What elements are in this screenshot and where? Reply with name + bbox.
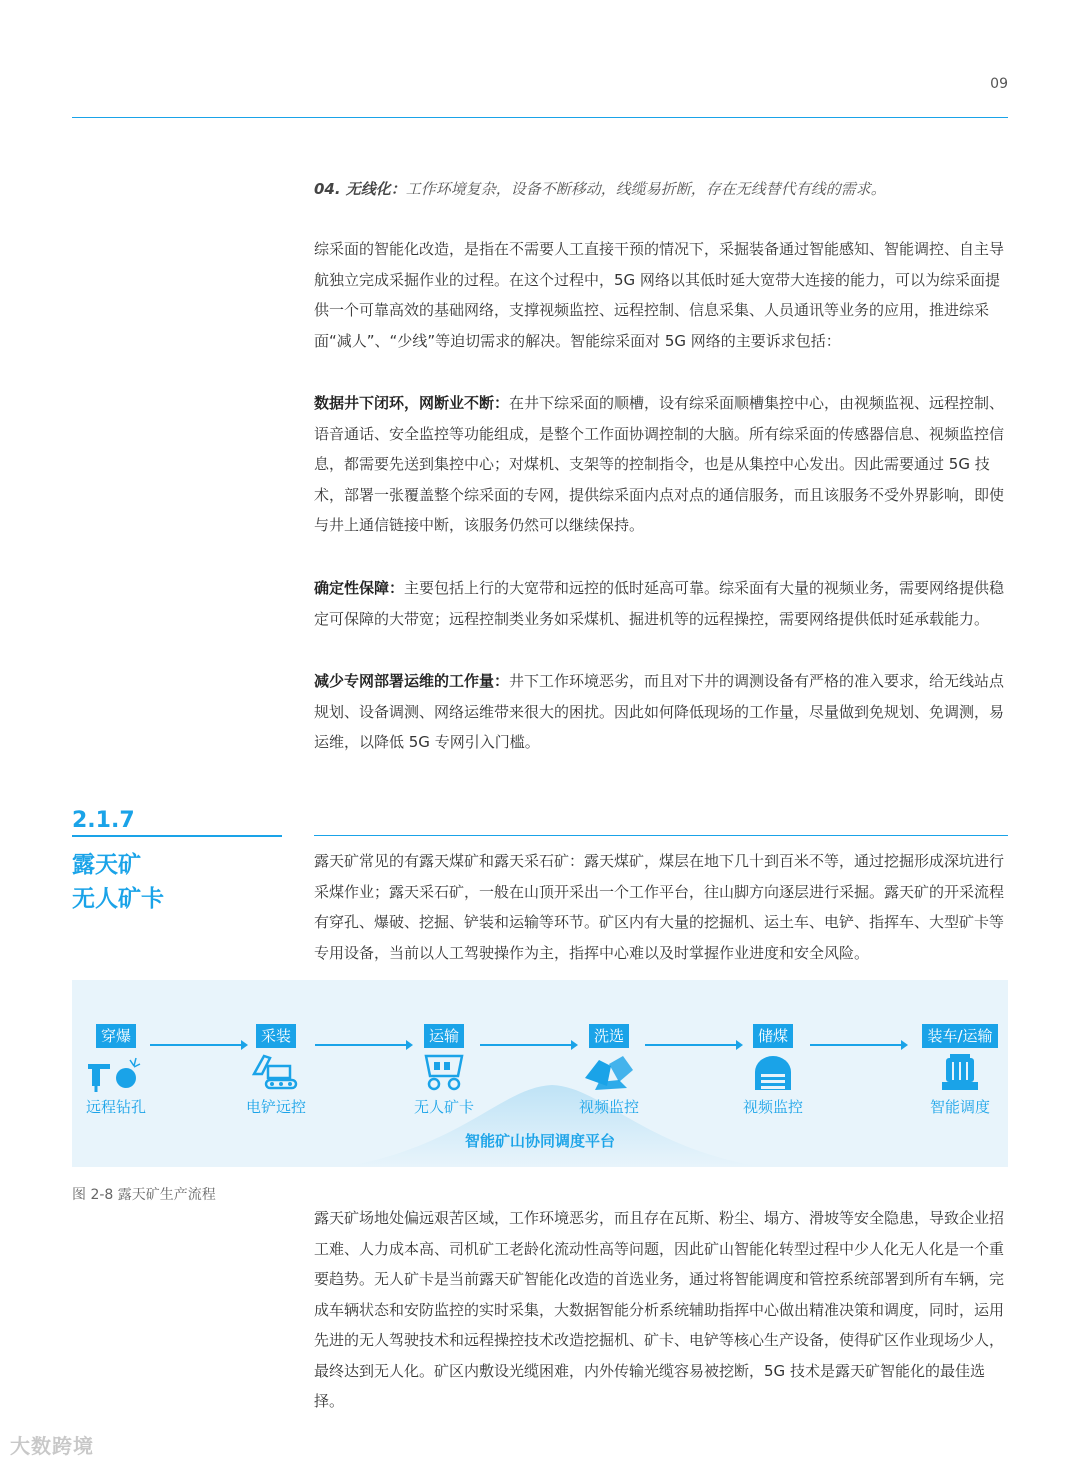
production-flow-diagram [72, 980, 1008, 1167]
header-rule [72, 117, 1008, 118]
stage-tag: 储煤 [753, 1024, 793, 1048]
requirement-lead: 数据井下闭环，网断业不断： [314, 394, 510, 412]
closing-paragraph [314, 1203, 1010, 1417]
flow-stage [900, 1024, 1008, 1117]
stage-label: 视频监控 [742, 1098, 803, 1116]
storage-icon [713, 1052, 833, 1092]
stage-tag: 装车/运输 [922, 1024, 997, 1048]
stage-label: 智能调度 [929, 1098, 990, 1116]
section-rule-right [314, 835, 1008, 836]
requirement-lead: 确定性保障： [314, 579, 405, 597]
section-intro-text: 露天矿常见的有露天煤矿和露天采石矿：露天煤矿，煤层在地下几十到百米不等，通过挖掘形成深坑进行采煤作业；露天采石矿，一般在山顶开采出一个工作平台，往山脚方向逐层进行采掘。露天矿的开采流程有穿孔、爆破、挖掘、铲装和运输等环节。矿区内有大量的挖掘机、运土车、电铲、指挥车、大型矿卡等专用设备，当前以人工驾驶操作为主，指挥中心难以及时掌握作业进度和安全风险。 [314, 852, 1005, 962]
stage-label: 视频监控 [578, 1098, 639, 1116]
stage-label: 远程钻孔 [85, 1098, 146, 1116]
stage-tag: 运输 [424, 1024, 464, 1048]
stage-tag: 采装 [256, 1024, 296, 1048]
stage-tag: 穿爆 [96, 1024, 136, 1048]
stage-label: 无人矿卡 [413, 1098, 474, 1116]
flow-stage [549, 1024, 669, 1117]
stage-label: 电铲远控 [245, 1098, 306, 1116]
section-intro [314, 846, 1010, 968]
requirement-lead: 减少专网部署运维的工作量： [314, 672, 510, 690]
requirement-block-1 [314, 388, 1010, 541]
requirement-block-3 [314, 666, 1010, 758]
truck-icon [384, 1052, 504, 1092]
platform-label: 智能矿山协同调度平台 [464, 1132, 615, 1150]
watermark-logo: 大数跨境 [10, 1434, 94, 1458]
ore-icon [549, 1052, 669, 1092]
requirement-block-2 [314, 573, 1010, 634]
stage-tag: 洗选 [589, 1024, 629, 1048]
requirement-text: 井下工作环境恶劣，而且对下井的调测设备有严格的准入要求，给无线站点规划、设备调测、网络运维带来很大的困扰。因此如何降低现场的工作量，尽量做到免规划、免调测，易运维，以降低 5G 专网引入门槛。 [314, 672, 1005, 751]
section-rule-left [72, 835, 282, 837]
section-number: 2.1.7 [72, 808, 135, 833]
item-04-label: 04. 无线化： [314, 180, 406, 198]
intro-paragraph [314, 234, 1010, 356]
loader-icon [900, 1052, 1008, 1092]
excavator-icon [216, 1052, 336, 1092]
page-number: 09 [990, 76, 1008, 92]
section-title-line1: 露天矿 [72, 852, 141, 878]
section-title [72, 848, 164, 916]
flow-stage [384, 1024, 504, 1117]
item-04-text: 工作环境复杂，设备不断移动，线缆易折断，存在无线替代有线的需求。 [405, 180, 886, 198]
requirement-text: 在井下综采面的顺槽，设有综采面顺槽集控中心，由视频监视、远程控制、语音通话、安全监控等功能组成，是整个工作面协调控制的大脑。所有综采面的传感器信息、视频监控信息，都需要先送到集控中心；对煤机、支架等的控制指令，也是从集控中心发出。因此需要通过 5G 技术，部署一张覆盖整个综采面的专网，提供综采面内点对点的通信服务，而且该服务不受外界影响，即使与井上通信链接中断，该服务仍然可以继续保持。 [314, 394, 1005, 534]
section-title-line2: 无人矿卡 [72, 886, 164, 912]
drill-icon [72, 1052, 176, 1092]
flow-stage [713, 1024, 833, 1117]
flow-stage [72, 1024, 176, 1117]
intro-text: 综采面的智能化改造，是指在不需要人工直接干预的情况下，采掘装备通过智能感知、智能调控、自主导航独立完成采掘作业的过程。在这个过程中，5G 网络以其低时延大宽带大连接的能力，可以为综采面提供一个可靠高效的基础网络，支撑视频监控、远程控制、信息采集、人员通讯等业务的应用，推进综采面“减人”、“少线”等迫切需求的解决。智能综采面对 5G 网络的主要诉求包括： [314, 240, 1005, 350]
closing-text: 露天矿场地处偏远艰苦区域，工作环境恶劣，而且存在瓦斯、粉尘、塌方、滑坡等安全隐患，导致企业招工难、人力成本高、司机矿工老龄化流动性高等问题，因此矿山智能化转型过程中少人化无人化是一个重要趋势。无人矿卡是当前露天矿智能化改造的首选业务，通过将智能调度和管控系统部署到所有车辆，完成车辆状态和安防监控的实时采集，大数据智能分析系统辅助指挥中心做出精准决策和调度，同时，运用先进的无人驾驶技术和远程操控技术改造挖掘机、矿卡、电铲等核心生产设备，使得矿区作业现场少人，最终达到无人化。矿区内敷设光缆困难，内外传输光缆容易被挖断，5G 技术是露天矿智能化的最佳选择。 [314, 1209, 1005, 1410]
flow-stage [216, 1024, 336, 1117]
item-04 [314, 174, 1010, 205]
figure-caption: 图 2-8 露天矿生产流程 [72, 1187, 216, 1203]
requirement-text: 主要包括上行的大宽带和远控的低时延高可靠。综采面有大量的视频业务，需要网络提供稳定可保障的大带宽；远程控制类业务如采煤机、掘进机等的远程操控，需要网络提供低时延承载能力。 [314, 579, 1005, 628]
